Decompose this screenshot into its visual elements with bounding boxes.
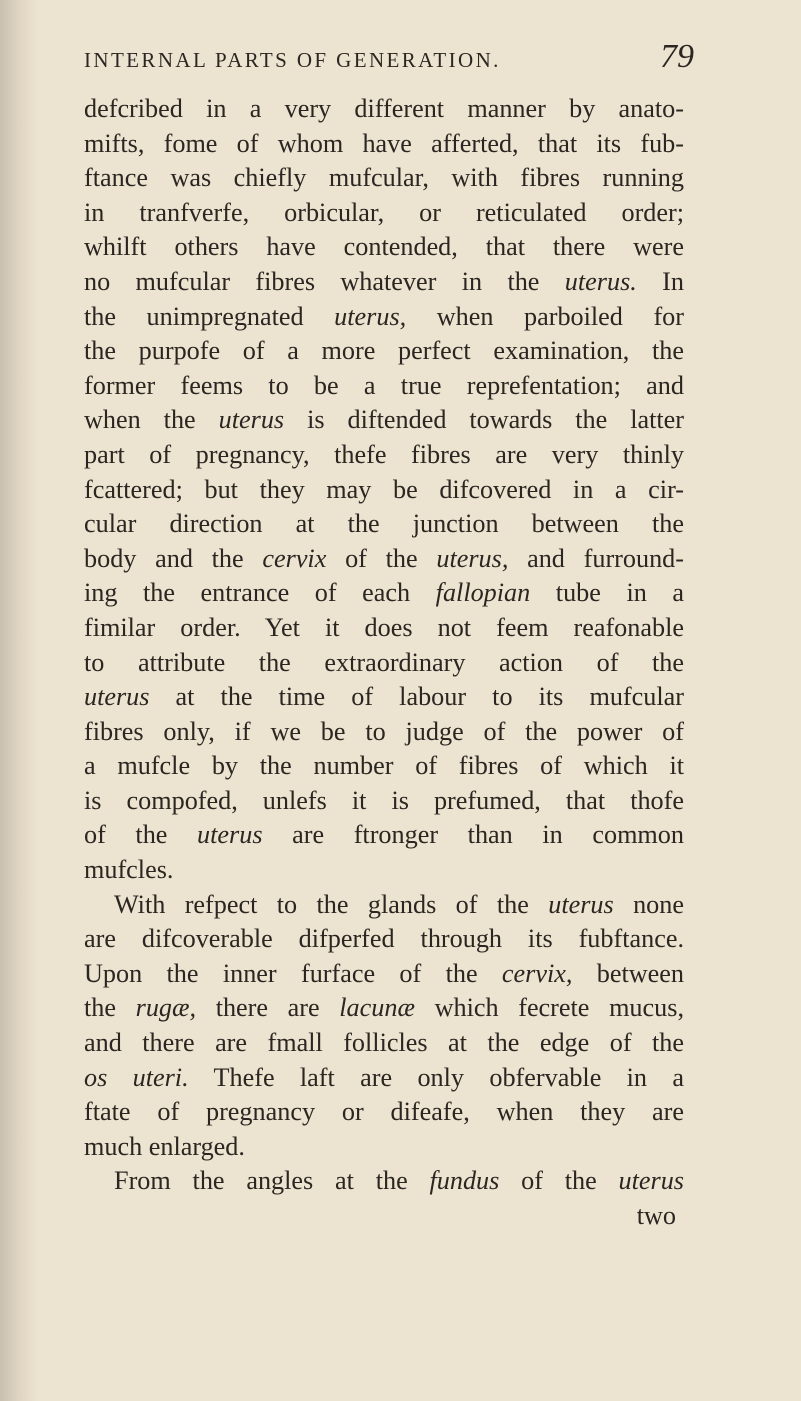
text-line: [84, 922, 684, 957]
text-line: [84, 230, 684, 265]
text-line: [84, 957, 684, 992]
text-line: [84, 784, 684, 819]
text-segment: is diftended towards the latter: [284, 405, 685, 435]
running-title: INTERNAL PARTS OF GENERATION.: [84, 48, 501, 72]
text-line: [84, 438, 684, 473]
italic-term: uterus: [548, 889, 614, 919]
text-segment: no mufcular fibres whatever in the: [84, 266, 565, 296]
italic-term: fundus: [429, 1166, 500, 1196]
text-segment: fibres only, if we be to judge of the power of: [84, 716, 684, 746]
text-segment: the: [84, 993, 136, 1023]
italic-term: lacunæ: [339, 993, 415, 1023]
text-segment: From the angles at the: [114, 1166, 430, 1196]
text-segment: two: [636, 1201, 676, 1230]
text-segment: there are: [196, 993, 340, 1023]
text-line: [84, 646, 684, 681]
text-segment: mifts, fome of whom have afferted, that its fub-: [84, 128, 684, 158]
italic-term: uterus: [197, 820, 263, 850]
text-segment: With refpect to the glands of the: [114, 889, 549, 919]
text-line: [84, 1026, 684, 1061]
italic-term: rugæ,: [135, 993, 197, 1023]
text-line: [84, 853, 684, 888]
text-segment: when parboiled for: [406, 301, 684, 331]
text-segment: of the: [84, 820, 198, 850]
text-line: [84, 507, 684, 542]
text-segment: cular direction at the junction between the: [84, 509, 684, 539]
text-line: [84, 196, 684, 231]
text-segment: part of pregnancy, thefe fibres are very thinly: [84, 439, 684, 469]
italic-term: os uteri.: [84, 1062, 189, 1092]
text-line: [84, 749, 684, 784]
italic-term: fallopian: [435, 578, 531, 608]
text-line: [84, 334, 684, 369]
text-line: [84, 369, 684, 404]
text-segment: tube in a: [530, 578, 684, 608]
text-segment: Upon the inner furface of the: [84, 958, 502, 988]
text-segment: the unimpregnated: [84, 301, 335, 331]
text-segment: is compofed, unlefs it is prefumed, that thofe: [84, 785, 684, 815]
text-line: [84, 92, 684, 127]
text-line: [84, 473, 684, 508]
text-line: [84, 127, 684, 162]
text-segment: former feems to be a true reprefentation; and: [84, 370, 684, 400]
italic-term: uterus,: [436, 543, 509, 573]
text-segment: fcattered; but they may be difcovered in a cir-: [84, 474, 684, 504]
text-segment: fimilar order. Yet it does not feem reafonable: [84, 612, 684, 642]
text-segment: a mufcle by the number of fibres of which it: [84, 751, 684, 781]
text-segment: and furround-: [508, 543, 684, 573]
book-page: [84, 38, 694, 1234]
text-segment: ing the entrance of each: [84, 578, 436, 608]
text-line: [84, 818, 684, 853]
text-segment: ftate of pregnancy or difeafe, when they are: [84, 1097, 684, 1127]
text-segment: of the: [326, 543, 437, 573]
text-line: [84, 1164, 684, 1199]
italic-term: uterus,: [334, 301, 407, 331]
text-line: [84, 991, 684, 1026]
text-segment: to attribute the extraordinary action of the: [84, 647, 684, 677]
text-segment: when the: [84, 405, 219, 435]
text-segment: between: [572, 958, 684, 988]
text-segment: and there are fmall follicles at the edge of the: [84, 1028, 684, 1058]
text-segment: defcribed in a very different manner by anato-: [84, 94, 684, 123]
text-segment: which fecrete mucus,: [414, 993, 684, 1023]
text-line: [84, 542, 684, 577]
italic-term: uterus: [618, 1166, 684, 1196]
text-segment: none: [613, 889, 684, 919]
text-line: [84, 680, 684, 715]
text-line: [84, 161, 684, 196]
body-text: [84, 92, 684, 1234]
text-segment: much enlarged.: [84, 1131, 245, 1161]
page-header: [84, 38, 694, 90]
text-segment: are difcoverable difperfed through its fubftance.: [84, 924, 684, 954]
text-segment: body and the: [84, 543, 263, 573]
text-segment: Thefe laft are only obfervable in a: [188, 1062, 684, 1092]
text-segment: the purpofe of a more perfect examination, the: [84, 336, 684, 366]
italic-term: uterus: [84, 682, 150, 712]
text-segment: are ftronger than in common: [262, 820, 684, 850]
text-segment: of the: [499, 1166, 619, 1196]
text-line: [84, 300, 684, 335]
page-number: 79: [660, 38, 694, 75]
text-line: [84, 1130, 684, 1165]
text-line: [84, 1095, 684, 1130]
text-segment: ftance was chiefly mufcular, with fibres running: [84, 163, 684, 193]
text-line: [84, 1199, 684, 1234]
text-segment: in tranfverfe, orbicular, or reticulated order;: [84, 197, 684, 227]
text-line: [84, 715, 684, 750]
text-line: [84, 265, 684, 300]
text-line: [84, 888, 684, 923]
italic-term: cervix: [262, 543, 327, 573]
text-segment: mufcles.: [84, 855, 174, 885]
text-line: [84, 611, 684, 646]
text-line: [84, 576, 684, 611]
page-binding-edge: [0, 0, 38, 1401]
italic-term: uterus.: [564, 266, 637, 296]
italic-term: uterus: [218, 405, 285, 435]
text-segment: In: [636, 266, 684, 296]
text-segment: whilft others have contended, that there were: [84, 232, 684, 262]
italic-term: cervix,: [501, 958, 573, 988]
text-line: [84, 403, 684, 438]
text-line: [84, 1061, 684, 1096]
text-segment: at the time of labour to its mufcular: [149, 682, 684, 712]
